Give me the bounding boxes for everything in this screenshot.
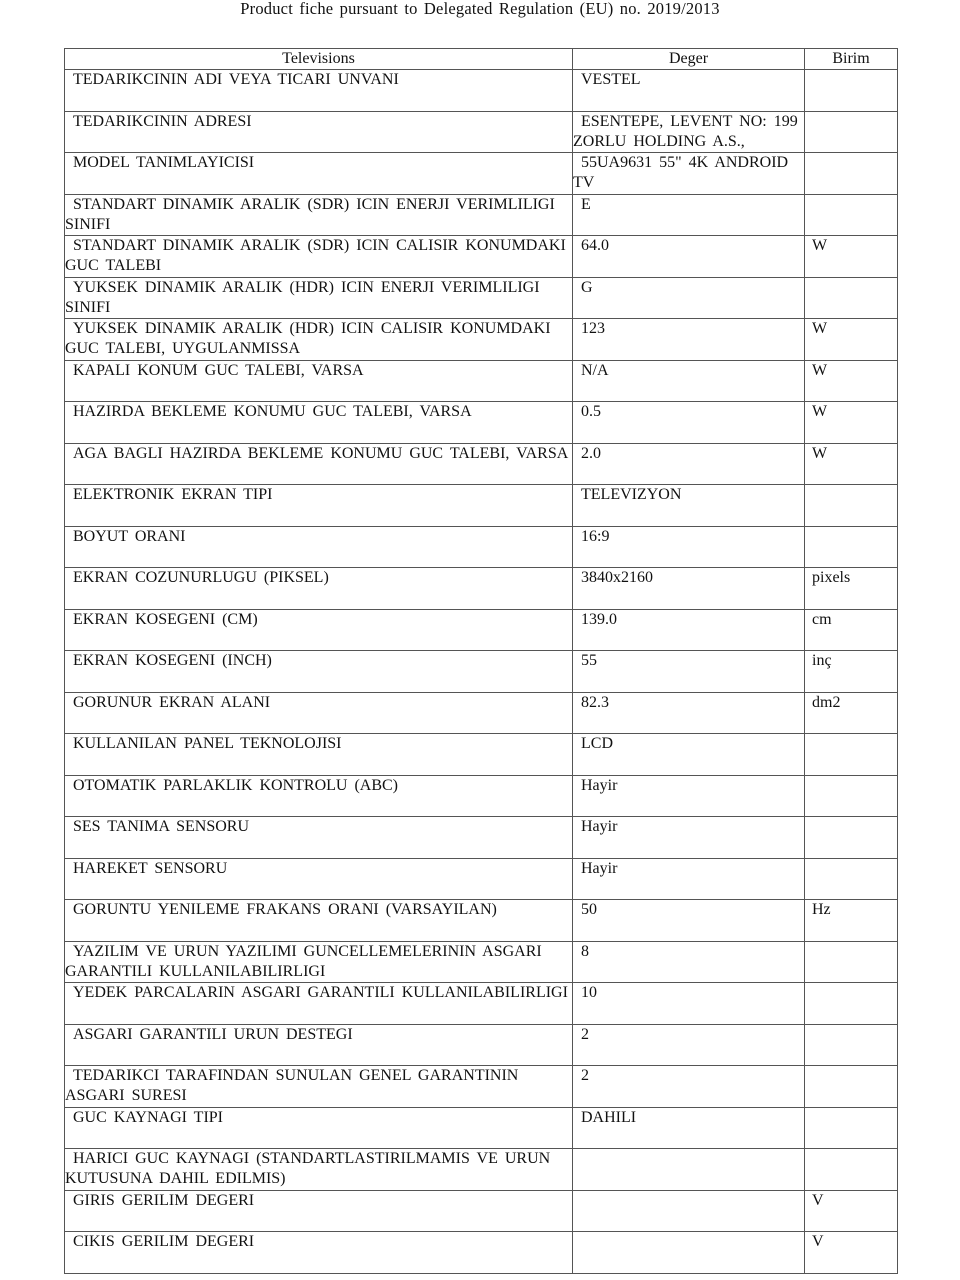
row-name: HAZIRDA BEKLEME KONUMU GUC TALEBI, VARSA [73,403,472,420]
table-row [65,402,898,444]
row-value-cell [573,817,805,859]
row-value-cell [573,1232,805,1274]
table-row [65,817,898,859]
table-row [65,277,898,319]
row-value-cell [573,153,805,195]
row-value-cell [573,1066,805,1108]
row-unit: W [812,444,828,462]
row-unit: V [812,1191,824,1209]
row-name-cell [65,858,573,900]
row-name-cell [65,609,573,651]
row-name: CIKIS GERILIM DEGERI [73,1233,255,1250]
row-value: LCD [581,735,613,752]
row-value: TELEVIZYON [581,486,682,503]
row-value-cell [573,485,805,527]
row-unit-cell [805,360,898,402]
row-name: HAREKET SENSORU [73,859,228,877]
row-unit-cell [805,651,898,693]
table-row [65,1149,898,1191]
table-row [65,485,898,527]
table-row [65,360,898,402]
row-value-cell [573,1190,805,1232]
table-row [65,941,898,983]
row-unit: W [812,403,828,420]
row-name-cell [65,1232,573,1274]
row-name-cell [65,568,573,610]
row-value: N/A [581,361,609,379]
table-row [65,111,898,153]
row-name-cell [65,319,573,361]
row-name: OTOMATIK PARLAKLIK KONTROLU (ABC) [73,776,398,794]
row-name: YEDEK PARCALARIN ASGARI GARANTILI KULLANILABILIRLIGI [73,984,568,1001]
row-value: 8 [581,942,589,960]
row-value-cell [573,609,805,651]
row-value: 55UA9631 55" 4K ANDROID TV [573,154,789,191]
product-fiche-table [64,48,898,1274]
row-unit: V [812,1233,824,1250]
row-unit-cell [805,734,898,776]
table-row [65,651,898,693]
row-value: 3840x2160 [581,569,653,586]
table-row [65,858,898,900]
page-title: Product fiche pursuant to Delegated Regulation (EU) no. 2019/2013 [240,0,720,18]
row-name-cell [65,236,573,278]
column-header-birim: Birim [805,49,898,70]
table-row [65,983,898,1025]
table-row [65,692,898,734]
row-value: 139.0 [581,610,617,628]
row-unit: pixels [812,569,851,586]
row-unit: inç [812,652,832,669]
row-name-cell [65,360,573,402]
column-header-televisions: Televisions [65,49,573,70]
row-unit-cell [805,692,898,734]
row-name: SES TANIMA SENSORU [73,818,250,835]
row-unit: cm [812,610,832,628]
row-name: YUKSEK DINAMIK ARALIK (HDR) ICIN ENERJI VERIMLILIGI SINIFI [65,278,540,316]
table-row [65,1232,898,1274]
table-row [65,70,898,112]
row-unit-cell [805,153,898,195]
row-unit-cell [805,236,898,278]
row-name-cell [65,485,573,527]
row-name-cell [65,526,573,568]
row-name-cell [65,983,573,1025]
row-value-cell [573,277,805,319]
row-unit: W [812,361,828,379]
row-value-cell [573,775,805,817]
row-unit-cell [805,568,898,610]
row-name: YUKSEK DINAMIK ARALIK (HDR) ICIN CALISIR KONUMDAKI GUC TALEBI, UYGULANMISSA [65,320,551,357]
row-value-cell [573,900,805,942]
row-name-cell [65,111,573,153]
row-value: ESENTEPE, LEVENT NO: 199 ZORLU HOLDING A.S., [573,112,798,150]
row-value: 2 [581,1067,589,1084]
row-name: KULLANILAN PANEL TEKNOLOJISI [73,735,342,752]
row-name-cell [65,402,573,444]
row-value: 123 [581,320,605,337]
row-unit-cell [805,858,898,900]
row-value: 2 [581,1025,589,1043]
row-unit-cell [805,817,898,859]
row-value-cell [573,236,805,278]
table-row [65,194,898,236]
row-value-cell [573,1107,805,1149]
row-name: EKRAN COZUNURLUGU (PIKSEL) [73,569,329,586]
row-name-cell [65,70,573,112]
row-name-cell [65,817,573,859]
table-row [65,900,898,942]
row-unit-cell [805,941,898,983]
row-value: 64.0 [581,237,609,254]
table-row [65,1107,898,1149]
row-value: 50 [581,901,597,918]
column-header-deger: Deger [573,49,805,70]
row-unit-cell [805,70,898,112]
row-unit-cell [805,526,898,568]
row-name-cell [65,1024,573,1066]
row-name: EKRAN KOSEGENI (INCH) [73,652,272,669]
row-value: 82.3 [581,693,609,711]
row-unit-cell [805,1232,898,1274]
row-value-cell [573,1024,805,1066]
row-name: TEDARIKCI TARAFINDAN SUNULAN GENEL GARANTININ ASGARI SURESI [65,1067,519,1104]
row-name-cell [65,734,573,776]
row-unit-cell [805,194,898,236]
row-name: ASGARI GARANTILI URUN DESTEGI [73,1025,353,1043]
row-value: 55 [581,652,597,669]
row-value: VESTEL [581,71,641,88]
row-unit-cell [805,609,898,651]
table-row [65,1024,898,1066]
row-name-cell [65,692,573,734]
row-name-cell [65,775,573,817]
row-value: Hayir [581,818,618,835]
table-row [65,443,898,485]
row-unit-cell [805,443,898,485]
row-unit: W [812,237,828,254]
row-value: Hayir [581,776,618,794]
table-row [65,319,898,361]
row-name-cell [65,1066,573,1108]
row-name: GORUNUR EKRAN ALANI [73,693,271,711]
row-name: ELEKTRONIK EKRAN TIPI [73,486,273,503]
row-value: 2.0 [581,444,601,462]
row-value: 0.5 [581,403,601,420]
table-header-row [65,49,898,70]
row-unit: dm2 [812,693,841,711]
row-unit-cell [805,900,898,942]
row-value-cell [573,70,805,112]
table-row [65,526,898,568]
row-value-cell [573,568,805,610]
row-name: GORUNTU YENILEME FRAKANS ORANI (VARSAYILAN) [73,901,497,918]
row-value-cell [573,360,805,402]
row-name-cell [65,651,573,693]
row-unit-cell [805,485,898,527]
row-value-cell [573,858,805,900]
row-value-cell [573,941,805,983]
row-unit-cell [805,319,898,361]
row-name: TEDARIKCININ ADRESI [73,112,252,130]
row-value: Hayir [581,859,618,877]
row-value-cell [573,194,805,236]
table-row [65,1066,898,1108]
row-value-cell [573,734,805,776]
row-name: AGA BAGLI HAZIRDA BEKLEME KONUMU GUC TALEBI, VARSA [73,444,569,462]
row-name: MODEL TANIMLAYICISI [73,154,255,171]
row-name: BOYUT ORANI [73,527,186,545]
row-value: G [581,278,593,296]
row-value-cell [573,402,805,444]
table-body [65,70,898,1274]
row-name-cell [65,900,573,942]
table-row [65,609,898,651]
row-unit-cell [805,1066,898,1108]
row-name-cell [65,153,573,195]
row-unit-cell [805,1107,898,1149]
row-name: KAPALI KONUM GUC TALEBI, VARSA [73,361,364,379]
row-name-cell [65,277,573,319]
row-name-cell [65,1149,573,1191]
row-name-cell [65,1190,573,1232]
row-name: HARICI GUC KAYNAGI (STANDARTLASTIRILMAMIS VE URUN KUTUSUNA DAHIL EDILMIS) [65,1150,551,1187]
table-row [65,153,898,195]
row-unit-cell [805,775,898,817]
row-unit-cell [805,111,898,153]
row-name-cell [65,1107,573,1149]
table-row [65,775,898,817]
row-value: 10 [581,984,597,1001]
row-unit-cell [805,1024,898,1066]
row-name: EKRAN KOSEGENI (CM) [73,610,258,628]
row-value-cell [573,443,805,485]
row-value-cell [573,692,805,734]
row-value-cell [573,526,805,568]
table-row [65,236,898,278]
row-unit-cell [805,983,898,1025]
row-value-cell [573,983,805,1025]
table-row [65,734,898,776]
row-name: GUC KAYNAGI TIPI [73,1108,224,1126]
row-name-cell [65,194,573,236]
table-row [65,568,898,610]
row-value-cell [573,111,805,153]
row-unit-cell [805,1149,898,1191]
table-row [65,1190,898,1232]
row-unit: Hz [812,901,831,918]
row-name-cell [65,443,573,485]
row-value-cell [573,319,805,361]
row-unit: W [812,320,828,337]
row-unit-cell [805,402,898,444]
row-value-cell [573,651,805,693]
row-value: E [581,195,591,213]
row-name: TEDARIKCININ ADI VEYA TICARI UNVANI [73,71,399,88]
row-unit-cell [805,1190,898,1232]
row-name: GIRIS GERILIM DEGERI [73,1191,255,1209]
row-value: DAHILI [581,1108,637,1126]
row-name-cell [65,941,573,983]
row-name: YAZILIM VE URUN YAZILIMI GUNCELLEMELERININ ASGARI GARANTILI KULLANILABILIRLIGI [65,942,542,980]
row-value: 16:9 [581,527,610,545]
row-name: STANDART DINAMIK ARALIK (SDR) ICIN ENERJI VERIMLILIGI SINIFI [65,195,555,233]
row-name: STANDART DINAMIK ARALIK (SDR) ICIN CALISIR KONUMDAKI GUC TALEBI [65,237,566,274]
row-value-cell [573,1149,805,1191]
row-unit-cell [805,277,898,319]
